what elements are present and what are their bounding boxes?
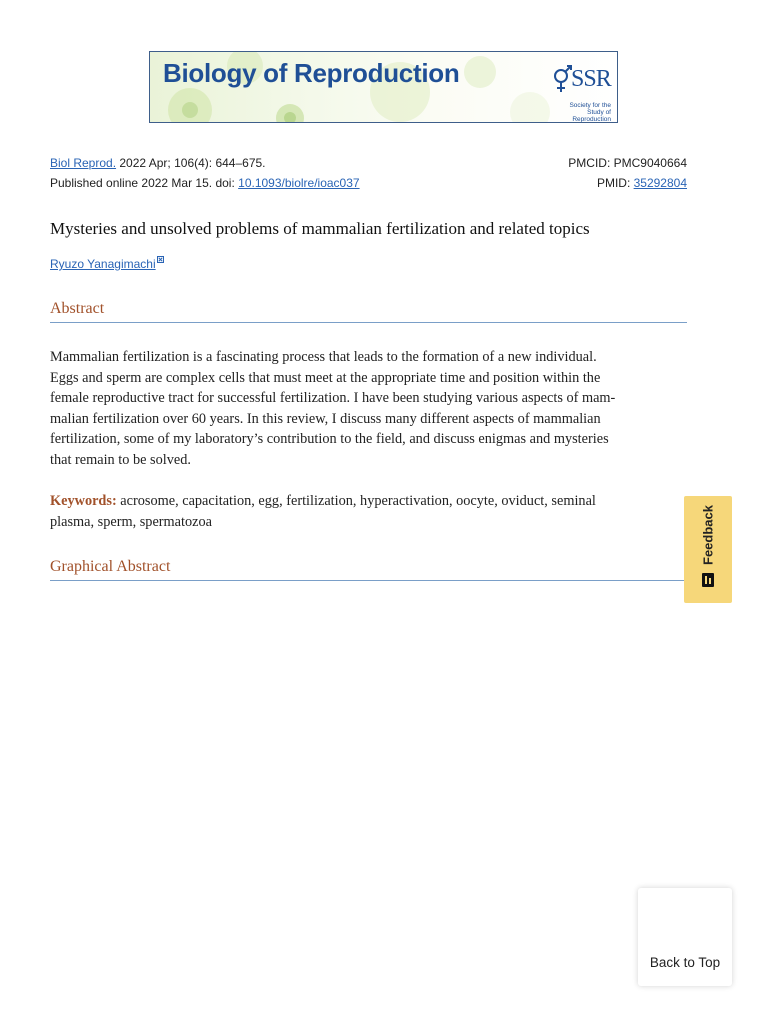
journal-title: Biology of Reproduction xyxy=(163,58,460,88)
feedback-tab[interactable] xyxy=(684,496,732,603)
article-title: Mysteries and unsolved problems of mammalian fertilization and related topics xyxy=(50,219,590,238)
pmid-link[interactable]: 35292804 xyxy=(633,176,687,190)
published-line xyxy=(50,176,360,190)
pmid-prefix: PMID: xyxy=(596,176,634,190)
graphical-abstract-heading: Graphical Abstract xyxy=(50,558,687,581)
keywords-values: acrosome, capacitation, egg, fertilization, hyperactivation, oocyte, oviduct, seminal xyxy=(116,493,596,509)
abstract-line: that remain to be solved. xyxy=(50,451,191,468)
ssr-logo xyxy=(549,62,611,123)
doi-link[interactable]: 10.1093/biolre/ioac037 xyxy=(238,176,360,190)
keywords xyxy=(50,491,690,532)
author-info-icon[interactable] xyxy=(157,256,164,263)
journal-banner[interactable] xyxy=(149,51,618,123)
author-link[interactable]: Ryuzo Yanagimachi xyxy=(50,257,156,271)
published-prefix: Published online 2022 Mar 15. doi: xyxy=(50,176,239,190)
keywords-label: Keywords: xyxy=(50,493,117,509)
citation-details: 2022 Apr; 106(4): 644–675. xyxy=(116,156,266,170)
pmcid: PMCID: PMC9040664 xyxy=(568,156,687,170)
abstract-line: Eggs and sperm are complex cells that must meet at the appropriate time and position within the xyxy=(50,369,601,386)
feedback-icon xyxy=(701,572,715,588)
keywords-line: plasma, sperm, spermatozoa xyxy=(50,513,212,530)
journal-link[interactable]: Biol Reprod. xyxy=(50,156,117,170)
author-line xyxy=(50,257,163,271)
citation-line xyxy=(50,156,266,170)
abstract-line: Mammalian fertilization is a fascinating process that leads to the formation of a new individual. xyxy=(50,349,597,365)
back-to-top-label: Back to Top xyxy=(649,955,721,970)
ssr-abbr: SSR xyxy=(571,66,611,92)
feedback-label: Feedback xyxy=(700,505,716,565)
ssr-society-name: Society for the Study of Reproduction xyxy=(569,102,611,123)
abstract-line: female reproductive tract for successful fertilization. I have been studying various aspects of mam- xyxy=(50,390,616,407)
pmid-line xyxy=(597,176,687,190)
back-to-top-button[interactable] xyxy=(638,888,732,986)
abstract-text xyxy=(50,347,690,471)
abstract-heading: Abstract xyxy=(50,300,687,323)
keywords-line xyxy=(50,491,690,512)
abstract-line: malian fertilization over 60 years. In this review, I discuss many different aspects of mammalian xyxy=(50,410,601,427)
abstract-line: fertilization, some of my laboratory’s contribution to the field, and discuss enigmas and mysteries xyxy=(50,431,609,448)
